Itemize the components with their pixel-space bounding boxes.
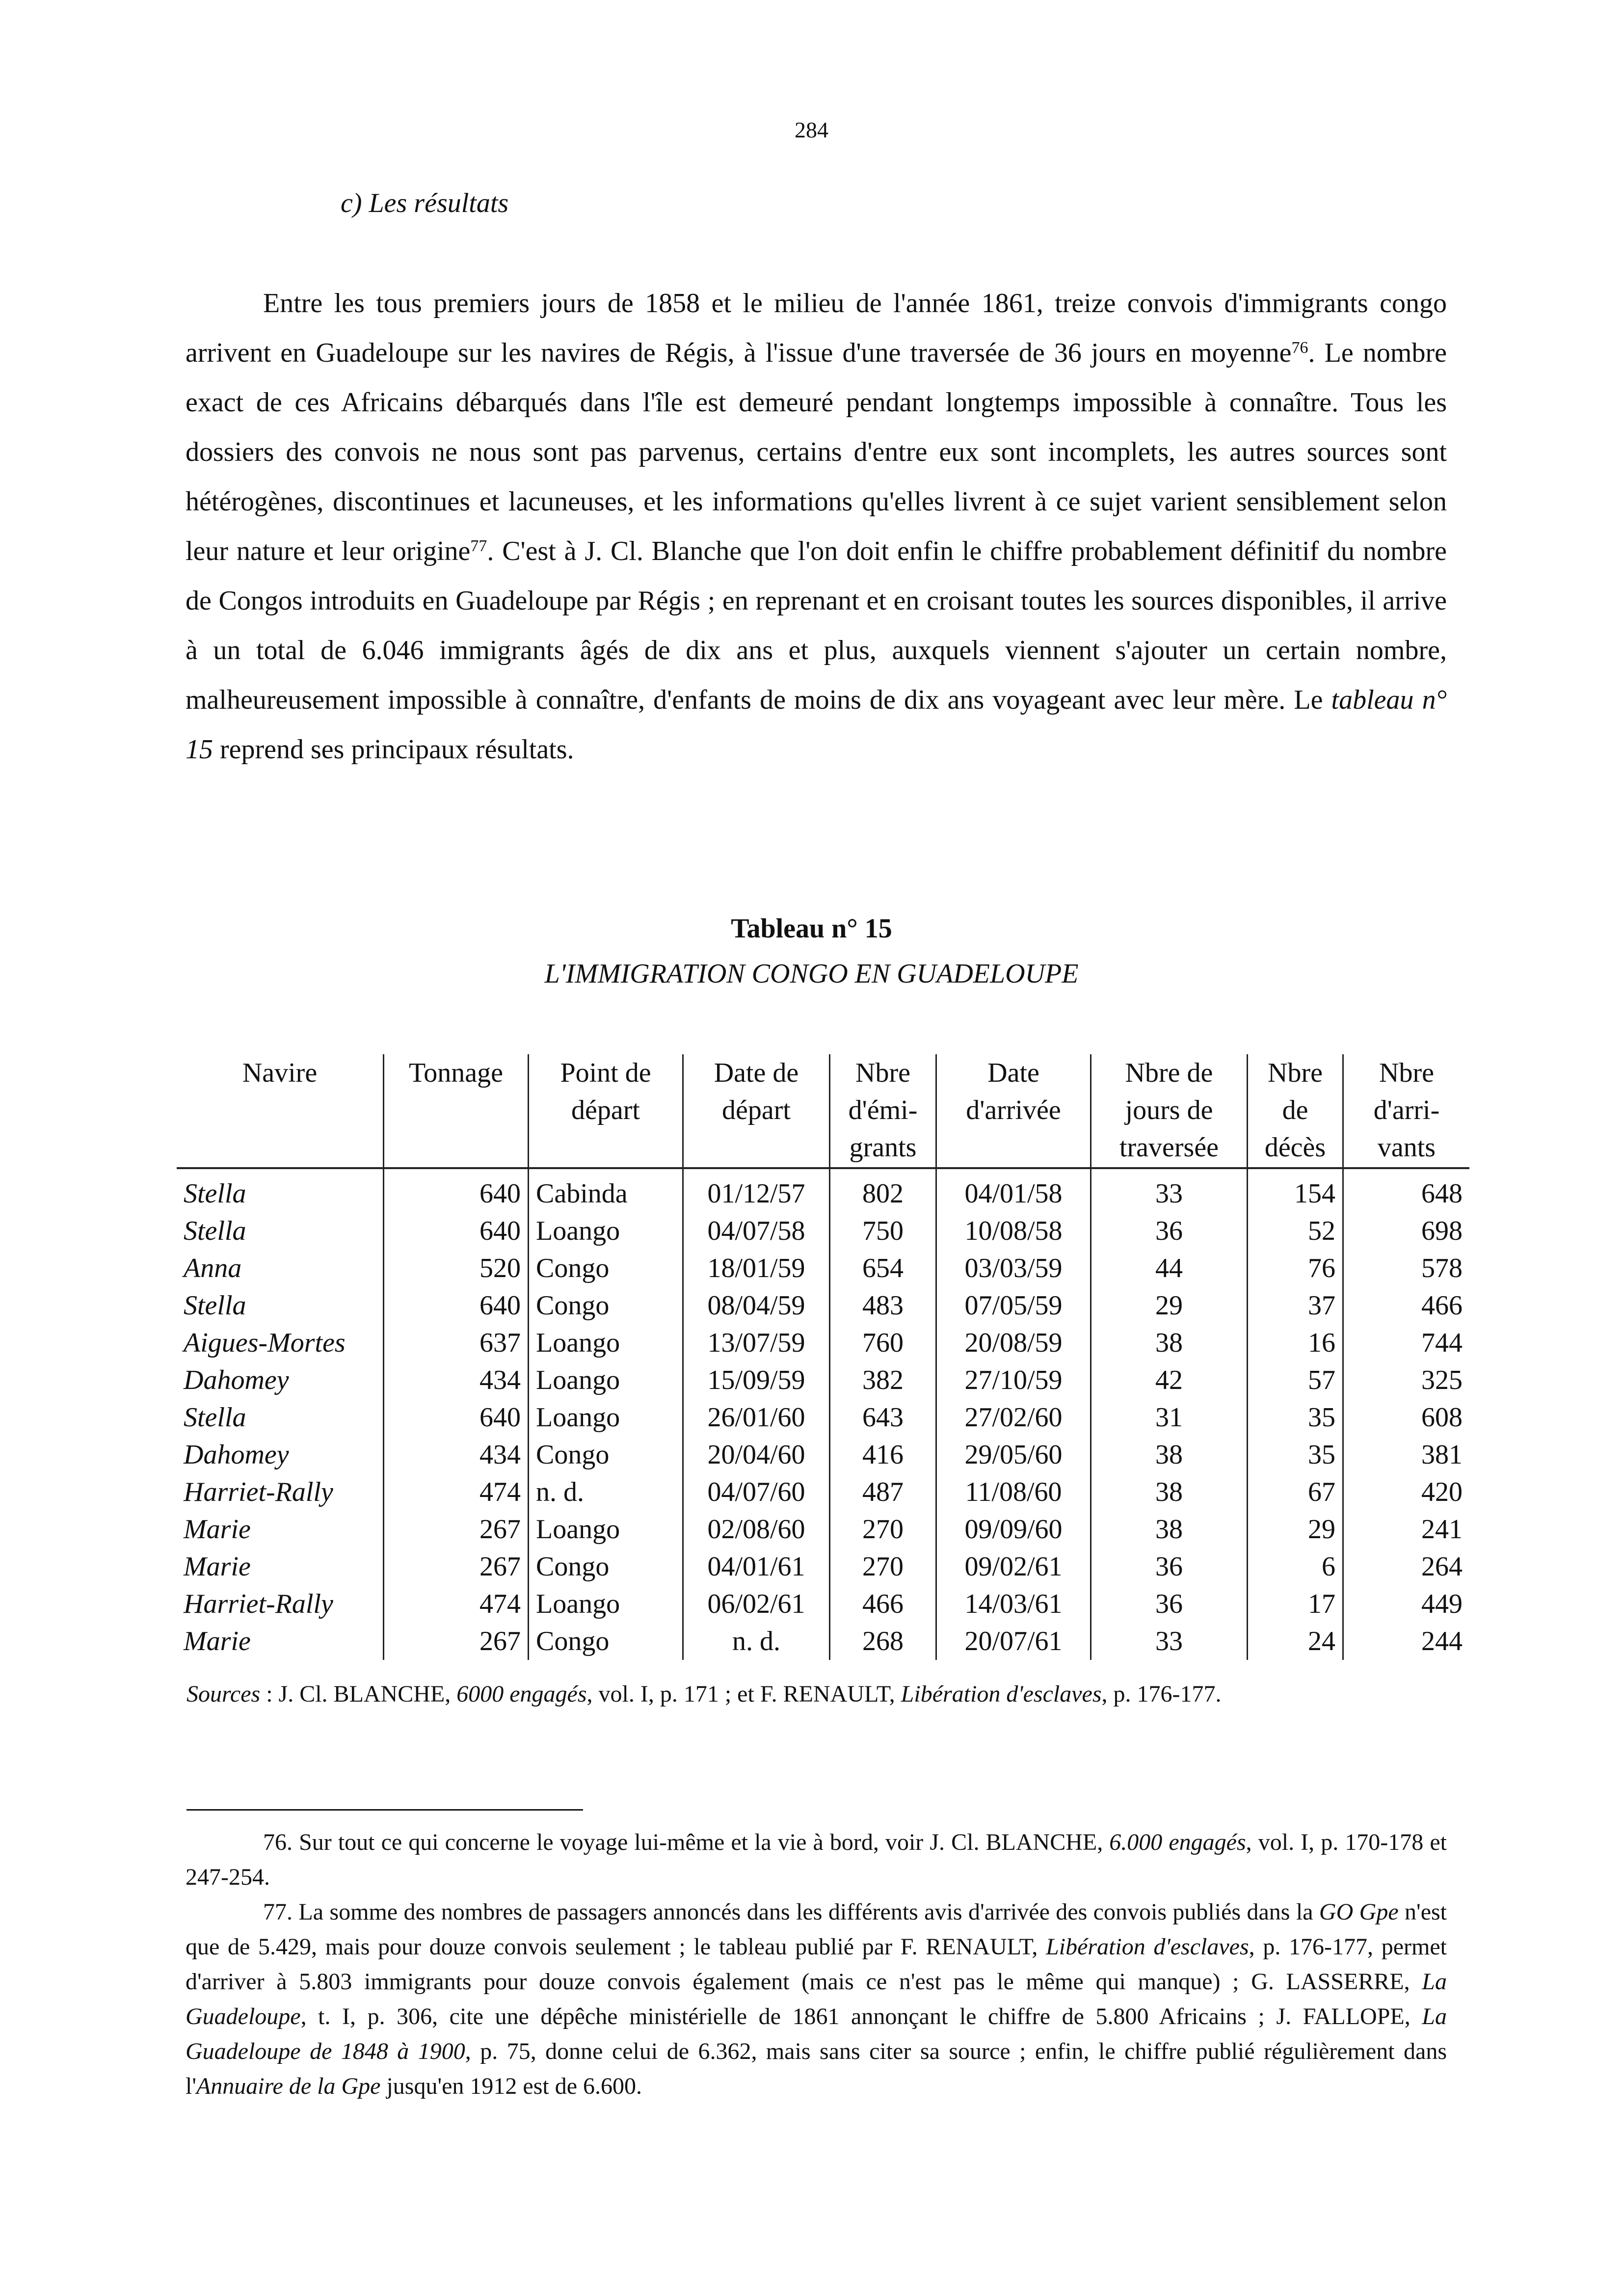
cell-nbre-deces: 29 [1248,1511,1343,1548]
cell-nbre-arrivants: 381 [1343,1436,1470,1473]
cell-tonnage: 640 [384,1212,529,1250]
cell-nbre-jours: 44 [1091,1250,1248,1287]
sources-text: , p. 176-177. [1101,1681,1222,1707]
cell-nbre-emigrants: 416 [830,1436,936,1473]
cell-date-depart: 15/09/59 [683,1362,830,1399]
cell-nbre-deces: 16 [1248,1324,1343,1362]
cell-nbre-arrivants: 420 [1343,1473,1470,1511]
cell-nbre-emigrants: 483 [830,1287,936,1324]
cell-date-arrivee: 03/03/59 [936,1250,1091,1287]
cell-point-depart: Congo [529,1623,683,1660]
sources-note [186,1681,1222,1708]
table-row [177,1623,1469,1660]
table-row [177,1548,1469,1585]
footnotes [186,1825,1447,2104]
cell-date-arrivee: 09/09/60 [936,1511,1091,1548]
cell-point-depart: Loango [529,1324,683,1362]
cell-date-depart: 13/07/59 [683,1324,830,1362]
footnote-77: 77. La somme des nombres de passagers annoncés dans les différents avis d'arrivée des convois publiés dans la GO Gpe n'est que de 5.429, mais pour douze convois seulement ; le tableau publié par F. RENAULT, Libération d'esclaves, p. 176-177, permet d'arriver à 5.803 immigrants pour douze convois également (mais ce n'est pas le même qui manque) ; G. LASSERRE, La Guadeloupe, t. I, p. 306, cite une dépêche ministérielle de 1861 annonçant le chiffre de 5.800 Africains ; J. FALLOPE, La Guadeloupe de 1848 à 1900, p. 75, donne celui de 6.362, mais sans citer sa source ; enfin, le chiffre publié régulièrement dans l'Annuaire de la Gpe jusqu'en 1912 est de 6.600. [186,1899,1447,2099]
cell-tonnage: 434 [384,1362,529,1399]
header-navire: Navire [177,1054,384,1168]
cell-tonnage: 474 [384,1585,529,1623]
cell-tonnage: 520 [384,1250,529,1287]
cell-navire: Anna [184,1253,242,1283]
cell-date-arrivee: 09/02/61 [936,1548,1091,1585]
table-row [177,1250,1469,1287]
cell-nbre-arrivants: 325 [1343,1362,1470,1399]
cell-navire: Stella [184,1402,246,1433]
cell-navire: Marie [184,1514,251,1545]
cell-nbre-deces: 35 [1248,1399,1343,1436]
cell-nbre-jours: 38 [1091,1511,1248,1548]
immigration-table [177,1054,1469,1660]
cell-nbre-deces: 76 [1248,1250,1343,1287]
cell-point-depart: Congo [529,1548,683,1585]
table-row [177,1212,1469,1250]
footnote-76: 76. Sur tout ce qui concerne le voyage lui-même et la vie à bord, voir J. Cl. BLANCHE, 6.000 engagés, vol. I, p. 170-178 et 247-254. [186,1829,1447,1890]
cell-date-depart: 06/02/61 [683,1585,830,1623]
cell-nbre-deces: 67 [1248,1473,1343,1511]
cell-nbre-jours: 31 [1091,1399,1248,1436]
cell-nbre-jours: 36 [1091,1548,1248,1585]
header-nbre-deces: Nbre de décès [1248,1054,1343,1168]
cell-nbre-arrivants: 744 [1343,1324,1470,1362]
cell-nbre-jours: 38 [1091,1473,1248,1511]
table-body [177,1168,1469,1660]
cell-nbre-deces: 57 [1248,1362,1343,1399]
cell-point-depart: Loango [529,1212,683,1250]
cell-nbre-emigrants: 270 [830,1548,936,1585]
cell-point-depart: Loango [529,1585,683,1623]
cell-navire: Stella [184,1290,246,1321]
sources-text: : J. Cl. BLANCHE, [260,1681,457,1707]
cell-nbre-emigrants: 487 [830,1473,936,1511]
cell-point-depart: Congo [529,1287,683,1324]
work-title: GO Gpe [1319,1899,1399,1925]
page-number: 284 [795,117,828,142]
header-date-arrivee: Date d'arrivée [936,1054,1091,1168]
header-date-depart: Date de départ [683,1054,830,1168]
cell-navire: Dahomey [184,1365,289,1395]
table-row [177,1511,1469,1548]
paragraph-text: reprend ses principaux résultats. [213,734,574,765]
cell-nbre-deces: 52 [1248,1212,1343,1250]
header-tonnage: Tonnage [384,1054,529,1168]
table-row [177,1436,1469,1473]
cell-date-arrivee: 20/08/59 [936,1324,1091,1362]
table-row [177,1324,1469,1362]
cell-nbre-arrivants: 578 [1343,1250,1470,1287]
cell-date-arrivee: 20/07/61 [936,1623,1091,1660]
header-nbre-jours: Nbre de jours de traversée [1091,1054,1248,1168]
cell-date-depart: 02/08/60 [683,1511,830,1548]
cell-nbre-jours: 38 [1091,1324,1248,1362]
cell-point-depart: n. d. [529,1473,683,1511]
cell-date-depart: 04/07/58 [683,1212,830,1250]
cell-tonnage: 267 [384,1623,529,1660]
cell-date-arrivee: 14/03/61 [936,1585,1091,1623]
paragraph-text: . Le nombre exact de ces Africains débarqués dans l'île est demeuré pendant longtemps impossible à connaître. Tous les dossiers des convois ne nous sont pas parvenus, certains d'entre eux sont incomplets, les autres sources sont hétérogènes, discontinues et lacuneuses, et les informations qu'elles livrent à ce sujet varient sensiblement selon leur nature et leur origine [186,338,1447,566]
cell-tonnage: 267 [384,1548,529,1585]
sources-work-title: 6000 engagés [456,1681,587,1707]
cell-nbre-arrivants: 244 [1343,1623,1470,1660]
cell-nbre-arrivants: 608 [1343,1399,1470,1436]
cell-date-arrivee: 29/05/60 [936,1436,1091,1473]
table-reference: tableau n° 15 [186,685,1447,765]
section-title: c) Les résultats [341,188,509,218]
sources-work-title: Libération d'esclaves [901,1681,1102,1707]
work-title: Annuaire de la Gpe [196,2073,381,2099]
cell-date-depart: 04/01/61 [683,1548,830,1585]
cell-date-depart: 01/12/57 [683,1168,830,1212]
cell-nbre-jours: 36 [1091,1585,1248,1623]
cell-tonnage: 640 [384,1287,529,1324]
cell-point-depart: Loango [529,1362,683,1399]
cell-navire: Harriet-Rally [184,1477,333,1507]
cell-nbre-jours: 38 [1091,1436,1248,1473]
table-subtitle: L'IMMIGRATION CONGO EN GUADELOUPE [544,959,1079,989]
cell-navire: Dahomey [184,1440,289,1470]
cell-nbre-deces: 17 [1248,1585,1343,1623]
cell-nbre-arrivants: 449 [1343,1585,1470,1623]
cell-nbre-jours: 36 [1091,1212,1248,1250]
cell-nbre-deces: 35 [1248,1436,1343,1473]
cell-point-depart: Loango [529,1399,683,1436]
cell-point-depart: Congo [529,1250,683,1287]
cell-nbre-arrivants: 648 [1343,1168,1470,1212]
cell-nbre-emigrants: 750 [830,1212,936,1250]
cell-nbre-deces: 24 [1248,1623,1343,1660]
cell-nbre-emigrants: 466 [830,1585,936,1623]
work-title: La Guadeloupe [186,1969,1447,2029]
cell-nbre-arrivants: 264 [1343,1548,1470,1585]
table-title: Tableau n° 15 [731,913,892,944]
cell-date-arrivee: 11/08/60 [936,1473,1091,1511]
cell-date-depart: 04/07/60 [683,1473,830,1511]
cell-tonnage: 267 [384,1511,529,1548]
cell-navire: Marie [184,1551,251,1582]
footnote-ref-76: 76 [1291,339,1308,357]
cell-nbre-emigrants: 760 [830,1324,936,1362]
cell-nbre-emigrants: 268 [830,1623,936,1660]
footnote-ref-77: 77 [470,537,487,555]
cell-point-depart: Congo [529,1436,683,1473]
cell-navire: Aigues-Mortes [184,1328,346,1358]
cell-date-arrivee: 07/05/59 [936,1287,1091,1324]
cell-tonnage: 434 [384,1436,529,1473]
table-row [177,1399,1469,1436]
table-header-row [177,1054,1469,1168]
table-row [177,1473,1469,1511]
cell-nbre-emigrants: 382 [830,1362,936,1399]
cell-nbre-emigrants: 643 [830,1399,936,1436]
cell-date-depart: 18/01/59 [683,1250,830,1287]
cell-nbre-jours: 33 [1091,1168,1248,1212]
sources-text: , vol. I, p. 171 ; et F. RENAULT, [586,1681,901,1707]
cell-navire: Marie [184,1626,251,1656]
sources-label: Sources [186,1681,261,1707]
paragraph-text: Entre les tous premiers jours de 1858 et le milieu de l'année 1861, treize convois d'immigrants congo arrivent en Guadeloupe sur les navires de Régis, à l'issue d'une traversée de 36 jours en moyenne [186,288,1447,368]
cell-navire: Stella [184,1216,246,1246]
cell-date-arrivee: 10/08/58 [936,1212,1091,1250]
cell-nbre-emigrants: 270 [830,1511,936,1548]
cell-nbre-jours: 29 [1091,1287,1248,1324]
cell-date-depart: 20/04/60 [683,1436,830,1473]
cell-navire: Harriet-Rally [184,1589,333,1619]
cell-date-arrivee: 27/10/59 [936,1362,1091,1399]
cell-tonnage: 474 [384,1473,529,1511]
body-paragraph [186,279,1447,774]
table-row [177,1168,1469,1212]
cell-nbre-arrivants: 466 [1343,1287,1470,1324]
cell-nbre-arrivants: 698 [1343,1212,1470,1250]
cell-nbre-jours: 33 [1091,1623,1248,1660]
cell-nbre-emigrants: 802 [830,1168,936,1212]
footnote-divider [186,1809,583,1811]
cell-nbre-deces: 154 [1248,1168,1343,1212]
cell-navire: Stella [184,1178,246,1209]
cell-tonnage: 637 [384,1324,529,1362]
cell-nbre-deces: 6 [1248,1548,1343,1585]
cell-date-arrivee: 27/02/60 [936,1399,1091,1436]
work-title: Libération d'esclaves [1046,1934,1249,1960]
table-row [177,1287,1469,1324]
header-nbre-emigrants: Nbre d'émi- grants [830,1054,936,1168]
cell-nbre-jours: 42 [1091,1362,1248,1399]
cell-point-depart: Loango [529,1511,683,1548]
cell-date-depart: 08/04/59 [683,1287,830,1324]
work-title: La Guadeloupe de 1848 à 1900 [186,2003,1447,2064]
cell-point-depart: Cabinda [529,1168,683,1212]
paragraph-text: . C'est à J. Cl. Blanche que l'on doit enfin le chiffre probablement définitif du nombre de Congos introduits en Guadeloupe par Régis ; en reprenant et en croisant toutes les sources disponibles, il arrive à un total de 6.046 immigrants âgés de dix ans et plus, auxquels viennent s'ajouter un certain nombre, malheureusement impossible à connaître, d'enfants de moins de dix ans voyageant avec leur mère. Le [186,536,1447,715]
cell-date-depart: 26/01/60 [683,1399,830,1436]
cell-tonnage: 640 [384,1168,529,1212]
header-nbre-arrivants: Nbre d'arri- vants [1343,1054,1470,1168]
cell-date-depart: n. d. [683,1623,830,1660]
table-row [177,1362,1469,1399]
header-point-depart: Point de départ [529,1054,683,1168]
table-row [177,1585,1469,1623]
work-title: 6.000 engagés [1109,1829,1246,1855]
cell-tonnage: 640 [384,1399,529,1436]
cell-nbre-arrivants: 241 [1343,1511,1470,1548]
cell-nbre-deces: 37 [1248,1287,1343,1324]
cell-date-arrivee: 04/01/58 [936,1168,1091,1212]
cell-nbre-emigrants: 654 [830,1250,936,1287]
